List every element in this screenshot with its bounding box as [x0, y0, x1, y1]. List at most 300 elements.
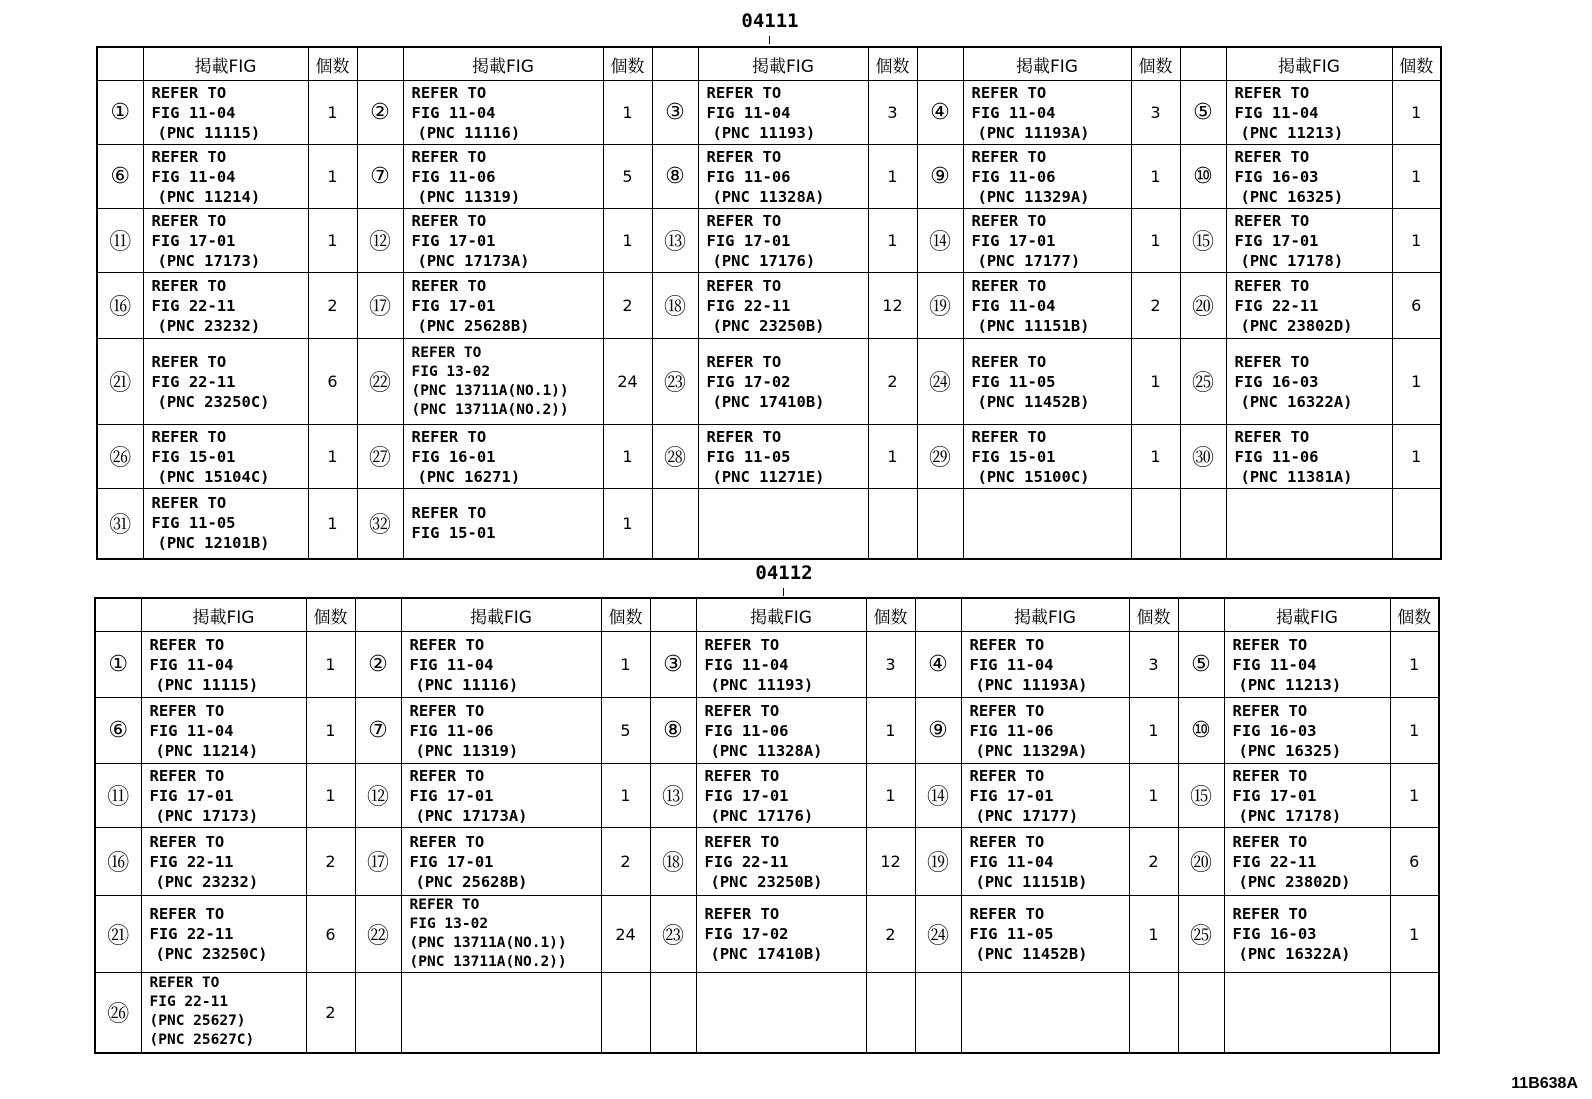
item-quantity: 1: [1392, 339, 1441, 425]
fig-reference: [1224, 896, 1390, 973]
item-quantity: 1: [308, 425, 357, 489]
pnc-line: (PNC 17410B): [710, 945, 823, 963]
header-row: [95, 598, 1439, 632]
fig-reference: [1226, 209, 1392, 273]
fig-reference: [141, 764, 306, 828]
fig-number-line: FIG 11-05: [151, 514, 236, 533]
pnc-line: (PNC 11214): [157, 187, 261, 206]
fig-number-line: FIG 11-06: [971, 167, 1056, 186]
header-qty: 個数: [868, 47, 917, 81]
item-quantity: 5: [603, 145, 652, 209]
item-number: ⑧: [650, 698, 696, 764]
fig-reference: [1226, 81, 1392, 145]
item-quantity: 1: [868, 145, 917, 209]
refer-to-line: REFER TO: [706, 352, 782, 371]
item-quantity: 3: [868, 81, 917, 145]
item-quantity: 1: [308, 81, 357, 145]
fig-number-line: FIG 11-04: [409, 655, 494, 674]
fig-number-line: FIG 15-01: [151, 447, 236, 466]
fig-reference: [1226, 273, 1392, 339]
fig-reference: [698, 81, 868, 145]
refer-to-line: REFER TO: [969, 905, 1045, 923]
parts-table: [96, 46, 1442, 560]
item-quantity: 1: [1390, 764, 1439, 828]
item-number: ⑱: [650, 828, 696, 896]
fig-reference: [143, 425, 308, 489]
table-row: [95, 632, 1439, 698]
refer-to-line: REFER TO: [1232, 635, 1308, 654]
item-quantity: 12: [866, 828, 915, 896]
pnc-line: (PNC 16325): [1240, 187, 1344, 206]
table-row: [95, 896, 1439, 973]
refer-to-line: REFER TO: [1234, 211, 1310, 230]
pnc-line: (PNC 17177): [975, 806, 1079, 825]
refer-to-line: REFER TO: [706, 83, 782, 102]
item-quantity: 1: [1131, 339, 1180, 425]
fig-number-line: FIG 11-06: [409, 721, 494, 740]
item-quantity: 24: [601, 896, 650, 973]
pnc-line: (PNC 23250C): [155, 945, 268, 963]
refer-to-line: REFER TO: [151, 83, 227, 102]
fig-reference: [963, 145, 1131, 209]
header-qty: 個数: [1131, 47, 1180, 81]
pnc-line: (PNC 11193A): [975, 675, 1088, 694]
refer-to-line: REFER TO: [1232, 832, 1308, 851]
item-quantity: 1: [603, 425, 652, 489]
item-number: ㉜: [357, 489, 403, 559]
title-leader-tick: [783, 588, 784, 596]
pnc-line: (PNC 25628B): [417, 316, 530, 335]
fig-number-line: FIG 15-01: [971, 447, 1056, 466]
item-number: ④: [917, 81, 963, 145]
header-fig: 掲載FIG: [1224, 598, 1390, 632]
item-quantity: 1: [306, 632, 355, 698]
refer-to-line: REFER TO: [1234, 427, 1310, 446]
header-fig: 掲載FIG: [696, 598, 866, 632]
title-leader-tick: [769, 36, 770, 44]
fig-reference: [143, 339, 308, 425]
fig-number-line: FIG 11-04: [969, 852, 1054, 871]
fig-reference: [1226, 425, 1392, 489]
fig-number-line: FIG 16-03: [1234, 372, 1319, 391]
refer-to-line: REFER TO: [409, 766, 485, 785]
fig-number-line: FIG 11-04: [411, 103, 496, 122]
item-number: [917, 489, 963, 559]
fig-number-line: FIG 11-04: [706, 103, 791, 122]
fig-number-line: FIG 11-04: [971, 103, 1056, 122]
fig-reference: [403, 489, 603, 559]
refer-to-line: REFER TO: [409, 635, 485, 654]
item-quantity: 1: [1129, 764, 1178, 828]
fig-number-line: FIG 11-05: [969, 925, 1054, 943]
refer-to-line: REFER TO: [409, 897, 480, 913]
fig-reference: [141, 632, 306, 698]
refer-to-line: REFER TO: [1234, 276, 1310, 295]
table-row: [95, 973, 1439, 1053]
pnc-line: (PNC 11214): [155, 741, 259, 760]
header-num-cell: [1178, 598, 1224, 632]
fig-reference: [1226, 145, 1392, 209]
pnc-line: (PNC 11319): [417, 187, 521, 206]
pnc-line: (PNC 17177): [977, 251, 1081, 270]
pnc-line: (PNC 16325): [1238, 741, 1342, 760]
refer-to-line: REFER TO: [151, 427, 227, 446]
pnc-line: (PNC 23802D): [1238, 872, 1351, 891]
table-row: [97, 209, 1441, 273]
item-number: ㉚: [1180, 425, 1226, 489]
fig-number-line: FIG 11-04: [149, 721, 234, 740]
fig-number-line: FIG 11-04: [1232, 655, 1317, 674]
fig-number-line: FIG 11-04: [149, 655, 234, 674]
item-number: ⑥: [95, 698, 141, 764]
refer-to-line: REFER TO: [411, 83, 487, 102]
item-number: ㉙: [917, 425, 963, 489]
item-number: ㉒: [355, 896, 401, 973]
item-quantity: 2: [1131, 273, 1180, 339]
fig-reference: [698, 489, 868, 559]
fig-reference: [141, 828, 306, 896]
fig-number-line: FIG 16-03: [1232, 925, 1317, 943]
refer-to-line: REFER TO: [969, 766, 1045, 785]
item-quantity: 1: [603, 209, 652, 273]
fig-reference: [961, 973, 1129, 1053]
item-number: ㉑: [95, 896, 141, 973]
refer-to-line: REFER TO: [706, 147, 782, 166]
refer-to-line: REFER TO: [151, 147, 227, 166]
item-number: ⑦: [355, 698, 401, 764]
fig-reference: [403, 209, 603, 273]
refer-to-line: REFER TO: [706, 276, 782, 295]
fig-reference: [963, 489, 1131, 559]
item-quantity: [1390, 973, 1439, 1053]
item-quantity: 1: [1131, 145, 1180, 209]
item-number: [1180, 489, 1226, 559]
pnc-line: (PNC 16271): [417, 467, 521, 486]
item-number: ⑬: [650, 764, 696, 828]
item-number: ㉖: [97, 425, 143, 489]
item-quantity: 1: [868, 209, 917, 273]
fig-reference: [403, 425, 603, 489]
item-number: ②: [357, 81, 403, 145]
pnc-line: (PNC 11381A): [1240, 467, 1353, 486]
item-quantity: 2: [308, 273, 357, 339]
header-fig: 掲載FIG: [698, 47, 868, 81]
pnc-line: (PNC 11193): [710, 675, 814, 694]
fig-reference: [401, 828, 601, 896]
fig-reference: [141, 896, 306, 973]
fig-number-line: FIG 11-05: [706, 447, 791, 466]
item-quantity: 1: [1392, 209, 1441, 273]
refer-to-line: REFER TO: [149, 635, 225, 654]
item-quantity: 2: [306, 828, 355, 896]
section-title: 04111: [741, 10, 799, 32]
fig-reference: [696, 896, 866, 973]
fig-reference: [1224, 764, 1390, 828]
header-fig: 掲載FIG: [961, 598, 1129, 632]
header-fig: 掲載FIG: [141, 598, 306, 632]
pnc-line: (PNC 17178): [1240, 251, 1344, 270]
refer-to-line: REFER TO: [411, 504, 487, 523]
item-number: [650, 973, 696, 1053]
pnc-line: (PNC 12101B): [157, 534, 270, 553]
item-number: ㉛: [97, 489, 143, 559]
pnc-line: (PNC 11116): [415, 675, 519, 694]
item-number: ⑨: [915, 698, 961, 764]
item-quantity: 1: [1129, 698, 1178, 764]
item-quantity: [1131, 489, 1180, 559]
pnc-line: (PNC 17173): [157, 251, 261, 270]
fig-number-line: FIG 11-06: [1234, 447, 1319, 466]
header-fig: 掲載FIG: [403, 47, 603, 81]
item-quantity: 2: [306, 973, 355, 1053]
item-number: ⑬: [652, 209, 698, 273]
item-number: ⑯: [97, 273, 143, 339]
item-quantity: 5: [601, 698, 650, 764]
pnc-line: (PNC 25627): [149, 1013, 246, 1030]
pnc-line: (PNC 17176): [710, 806, 814, 825]
item-quantity: 6: [1390, 828, 1439, 896]
item-quantity: 1: [1131, 425, 1180, 489]
fig-number-line: FIG 17-01: [409, 786, 494, 805]
fig-reference: [961, 896, 1129, 973]
refer-to-line: REFER TO: [1232, 766, 1308, 785]
fig-number-line: FIG 11-04: [1234, 103, 1319, 122]
pnc-line: (PNC 13711A(NO.2)): [409, 954, 567, 970]
fig-number-line: FIG 17-01: [969, 786, 1054, 805]
fig-number-line: FIG 17-01: [971, 231, 1056, 250]
pnc-line: (PNC 13711A(NO.2)): [411, 401, 569, 418]
fig-reference: [696, 632, 866, 698]
fig-reference: [401, 764, 601, 828]
refer-to-line: REFER TO: [151, 276, 227, 295]
item-number: ⑮: [1180, 209, 1226, 273]
fig-reference: [698, 209, 868, 273]
item-quantity: 1: [1131, 209, 1180, 273]
pnc-line: (PNC 23250B): [710, 872, 823, 891]
item-quantity: 1: [1390, 632, 1439, 698]
fig-reference: [143, 81, 308, 145]
header-num-cell: [1180, 47, 1226, 81]
item-number: ⑤: [1180, 81, 1226, 145]
pnc-line: (PNC 11329A): [977, 187, 1090, 206]
item-quantity: 3: [1129, 632, 1178, 698]
refer-to-line: REFER TO: [706, 211, 782, 230]
header-qty: 個数: [1390, 598, 1439, 632]
fig-reference: [401, 973, 601, 1053]
item-number: ㉕: [1178, 896, 1224, 973]
refer-to-line: REFER TO: [411, 211, 487, 230]
item-quantity: 1: [1390, 698, 1439, 764]
fig-number-line: FIG 11-06: [969, 721, 1054, 740]
pnc-line: (PNC 16322A): [1238, 945, 1351, 963]
fig-number-line: FIG 22-11: [151, 372, 236, 391]
item-quantity: 6: [1392, 273, 1441, 339]
item-number: [915, 973, 961, 1053]
fig-reference: [698, 425, 868, 489]
fig-number-line: FIG 17-02: [706, 372, 791, 391]
pnc-line: (PNC 11115): [157, 123, 261, 142]
pnc-line: (PNC 11328A): [712, 187, 825, 206]
fig-number-line: FIG 22-11: [1234, 296, 1319, 315]
pnc-line: (PNC 23232): [157, 316, 261, 335]
fig-number-line: FIG 22-11: [706, 296, 791, 315]
item-number: ⑯: [95, 828, 141, 896]
pnc-line: (PNC 17173A): [417, 251, 530, 270]
fig-number-line: FIG 11-06: [704, 721, 789, 740]
item-number: ㉒: [357, 339, 403, 425]
item-number: ⑭: [917, 209, 963, 273]
item-number: ⑩: [1178, 698, 1224, 764]
item-number: ⑨: [917, 145, 963, 209]
pnc-line: (PNC 11115): [155, 675, 259, 694]
fig-reference: [961, 828, 1129, 896]
fig-reference: [403, 339, 603, 425]
fig-reference: [1224, 973, 1390, 1053]
item-quantity: 1: [603, 489, 652, 559]
pnc-line: (PNC 15100C): [977, 467, 1090, 486]
item-quantity: 2: [1129, 828, 1178, 896]
table-row: [97, 425, 1441, 489]
fig-reference: [963, 339, 1131, 425]
fig-number-line: FIG 16-03: [1234, 167, 1319, 186]
pnc-line: (PNC 11271E): [712, 467, 825, 486]
table-row: [95, 828, 1439, 896]
fig-reference: [1226, 489, 1392, 559]
refer-to-line: REFER TO: [969, 635, 1045, 654]
pnc-line: (PNC 11213): [1238, 675, 1342, 694]
fig-reference: [963, 81, 1131, 145]
item-number: ①: [95, 632, 141, 698]
header-qty: 個数: [308, 47, 357, 81]
header-qty: 個数: [603, 47, 652, 81]
pnc-line: (PNC 11328A): [710, 741, 823, 760]
refer-to-line: REFER TO: [704, 701, 780, 720]
fig-number-line: FIG 17-02: [704, 925, 789, 943]
refer-to-line: REFER TO: [971, 352, 1047, 371]
table-row: [95, 698, 1439, 764]
fig-number-line: FIG 22-11: [1232, 852, 1317, 871]
parts-table-body: [97, 47, 1441, 559]
pnc-line: (PNC 11452B): [977, 392, 1090, 411]
item-number: ⑳: [1180, 273, 1226, 339]
pnc-line: (PNC 11193A): [977, 123, 1090, 142]
table-row: [97, 273, 1441, 339]
refer-to-line: REFER TO: [151, 352, 227, 371]
pnc-line: (PNC 11213): [1240, 123, 1344, 142]
item-number: [355, 973, 401, 1053]
fig-reference: [403, 273, 603, 339]
header-num-cell: [95, 598, 141, 632]
header-fig: 掲載FIG: [1226, 47, 1392, 81]
item-number: ⑥: [97, 145, 143, 209]
refer-to-line: REFER TO: [1232, 701, 1308, 720]
item-quantity: 3: [866, 632, 915, 698]
pnc-line: (PNC 15104C): [157, 467, 270, 486]
header-row: [97, 47, 1441, 81]
item-quantity: 6: [308, 339, 357, 425]
table-row: [97, 145, 1441, 209]
fig-number-line: FIG 17-01: [706, 231, 791, 250]
fig-reference: [963, 209, 1131, 273]
refer-to-line: REFER TO: [969, 832, 1045, 851]
fig-number-line: FIG 17-01: [1234, 231, 1319, 250]
refer-to-line: REFER TO: [411, 147, 487, 166]
pnc-line: (PNC 11151B): [975, 872, 1088, 891]
fig-reference: [1224, 632, 1390, 698]
header-qty: 個数: [866, 598, 915, 632]
header-num-cell: [652, 47, 698, 81]
item-quantity: 1: [603, 81, 652, 145]
fig-number-line: FIG 17-01: [151, 231, 236, 250]
fig-number-line: FIG 17-01: [704, 786, 789, 805]
fig-reference: [143, 209, 308, 273]
fig-reference: [698, 145, 868, 209]
item-number: ㉔: [915, 896, 961, 973]
fig-number-line: FIG 22-11: [149, 852, 234, 871]
item-number: ⑧: [652, 145, 698, 209]
table-row: [97, 339, 1441, 425]
refer-to-line: REFER TO: [971, 276, 1047, 295]
fig-number-line: FIG 22-11: [149, 925, 234, 943]
pnc-line: (PNC 23250C): [157, 392, 270, 411]
fig-reference: [696, 973, 866, 1053]
refer-to-line: REFER TO: [151, 494, 227, 513]
item-quantity: 1: [308, 209, 357, 273]
refer-to-line: REFER TO: [149, 975, 220, 992]
fig-reference: [1226, 339, 1392, 425]
fig-reference: [698, 273, 868, 339]
fig-reference: [403, 81, 603, 145]
pnc-line: (PNC 17176): [712, 251, 816, 270]
item-quantity: 1: [866, 764, 915, 828]
item-quantity: 1: [601, 632, 650, 698]
refer-to-line: REFER TO: [704, 766, 780, 785]
table-row: [97, 81, 1441, 145]
refer-to-line: REFER TO: [409, 832, 485, 851]
fig-reference: [961, 632, 1129, 698]
item-number: ③: [652, 81, 698, 145]
item-number: ⑤: [1178, 632, 1224, 698]
fig-number-line: FIG 16-03: [1232, 721, 1317, 740]
fig-number-line: FIG 22-11: [704, 852, 789, 871]
refer-to-line: REFER TO: [1234, 352, 1310, 371]
refer-to-line: REFER TO: [1234, 83, 1310, 102]
fig-reference: [141, 698, 306, 764]
item-number: ⑲: [917, 273, 963, 339]
item-quantity: 1: [308, 145, 357, 209]
item-quantity: 1: [308, 489, 357, 559]
refer-to-line: REFER TO: [706, 427, 782, 446]
refer-to-line: REFER TO: [149, 701, 225, 720]
pnc-line: (PNC 25627C): [149, 1032, 255, 1049]
pnc-line: (PNC 25628B): [415, 872, 528, 891]
item-quantity: 2: [603, 273, 652, 339]
fig-number-line: FIG 15-01: [411, 524, 496, 543]
pnc-line: (PNC 11319): [415, 741, 519, 760]
refer-to-line: REFER TO: [971, 211, 1047, 230]
parts-table-body: [95, 598, 1439, 1053]
pnc-line: (PNC 11116): [417, 123, 521, 142]
item-quantity: 3: [1131, 81, 1180, 145]
item-quantity: 1: [1392, 425, 1441, 489]
pnc-line: (PNC 23802D): [1240, 316, 1353, 335]
refer-to-line: REFER TO: [411, 427, 487, 446]
header-fig: 掲載FIG: [963, 47, 1131, 81]
refer-to-line: REFER TO: [971, 147, 1047, 166]
fig-number-line: FIG 11-06: [706, 167, 791, 186]
item-quantity: 1: [1129, 896, 1178, 973]
parts-table: [94, 597, 1440, 1054]
